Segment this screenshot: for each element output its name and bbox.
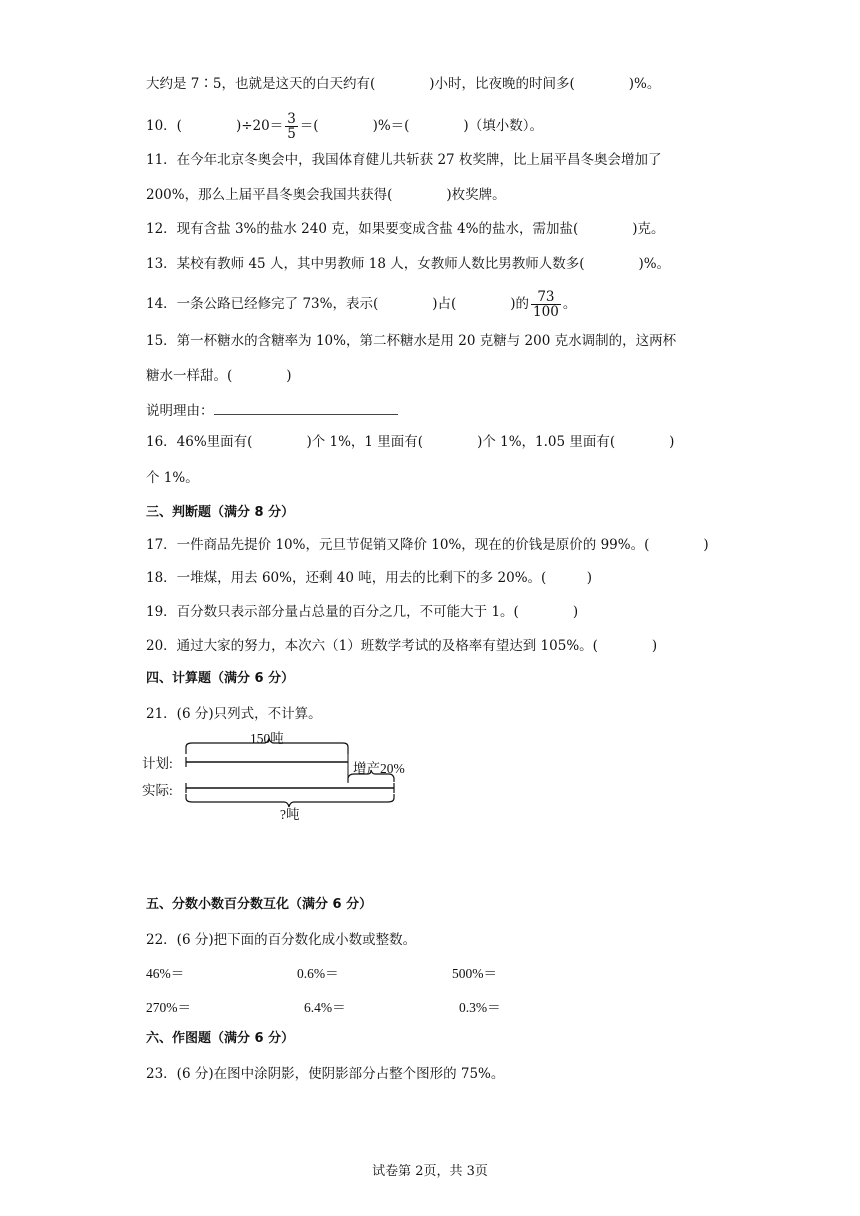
conversion-item: 500%＝ xyxy=(452,966,497,981)
q11-line2: 200%，那么上届平昌冬奥会我国共获得( )枚奖牌。 xyxy=(146,187,506,203)
fraction-73-100 xyxy=(531,290,561,319)
fraction-numerator: 73 xyxy=(531,290,561,305)
q15-line2: 糖水一样甜。( ) xyxy=(146,368,292,384)
q20: 20．通过大家的努力，本次六（1）班数学考试的及格率有望达到 105%。( ) xyxy=(146,638,658,654)
q14 xyxy=(146,290,576,319)
q14-part-b: 。 xyxy=(562,296,577,312)
conversion-item: 0.6%＝ xyxy=(297,966,339,981)
section-3-title: 三、判断题（满分 8 分） xyxy=(146,505,295,520)
q23: 23．(6 分)在图中涂阴影，使阴影部分占整个图形的 75%。 xyxy=(146,1066,505,1082)
reason-answer-line[interactable] xyxy=(214,400,398,415)
q22: 22．(6 分)把下面的百分数化成小数或整数。 xyxy=(146,932,417,948)
q15-reason xyxy=(146,400,398,421)
reason-label: 说明理由： xyxy=(146,403,214,419)
conversion-item: 270%＝ xyxy=(146,1000,191,1015)
fraction-denominator: 100 xyxy=(533,304,559,320)
fraction-numerator: 3 xyxy=(287,111,296,127)
q11-line1: 11．在今年北京冬奥会中，我国体育健儿共斩获 27 枚奖牌，比上届平昌冬奥会增加了 xyxy=(146,152,662,168)
q13: 13．某校有教师 45 人，其中男教师 18 人，女教师人数比男教师人数多( )%。 xyxy=(146,256,671,272)
q17: 17．一件商品先提价 10%，元旦节促销又降价 10%，现在的价钱是原价的 99%。( ) xyxy=(146,537,709,553)
section-4-title: 四、计算题（满分 6 分） xyxy=(146,671,295,686)
q15-line1: 15．第一杯糖水的含糖率为 10%，第二杯糖水是用 20 克糖与 200 克水调制的，这两杯 xyxy=(146,333,677,349)
page-footer: 试卷第 2页，共 3页 xyxy=(372,1164,488,1179)
q21: 21．(6 分)只列式，不计算。 xyxy=(146,706,322,722)
actual-label: 实际: xyxy=(142,783,173,798)
q9-continued: 大约是 7∶5，也就是这天的白天约有( )小时，比夜晚的时间多( )%。 xyxy=(146,76,661,92)
q14-part-a: 14．一条公路已经修完了 73%，表示( )占( )的 xyxy=(146,296,530,312)
bottom-amount-label: ?吨 xyxy=(280,807,300,822)
fraction-denominator: 5 xyxy=(287,126,296,142)
fraction-3-5 xyxy=(285,112,298,141)
q10-part-a: 10．( )÷20＝ xyxy=(146,118,284,134)
conversion-item: 0.3%＝ xyxy=(459,1000,501,1015)
conversion-item: 46%＝ xyxy=(146,966,185,981)
q16-line1: 16．46%里面有( )个 1%，1 里面有( )个 1%，1.05 里面有( ) xyxy=(146,434,675,450)
conversion-item: 6.4%＝ xyxy=(304,1000,346,1015)
section-6-title: 六、作图题（满分 6 分） xyxy=(146,1031,295,1046)
q10 xyxy=(146,112,543,141)
q16-line2: 个 1%。 xyxy=(146,470,199,486)
q12: 12．现有含盐 3%的盐水 240 克，如果要变成含盐 4%的盐水，需加盐( )克。 xyxy=(146,221,665,237)
increase-label: 增产20% xyxy=(353,761,405,776)
plan-label: 计划: xyxy=(142,756,173,771)
section-5-title: 五、分数小数百分数互化（满分 6 分） xyxy=(146,897,373,912)
top-amount-label: 150吨 xyxy=(250,731,284,746)
q18: 18．一堆煤，用去 60%，还剩 40 吨，用去的比剩下的多 20%。( ) xyxy=(146,570,593,586)
q19: 19．百分数只表示部分量占总量的百分之几，不可能大于 1。( ) xyxy=(146,604,579,620)
q10-part-b: ＝( )%＝( )（填小数）。 xyxy=(299,118,543,134)
